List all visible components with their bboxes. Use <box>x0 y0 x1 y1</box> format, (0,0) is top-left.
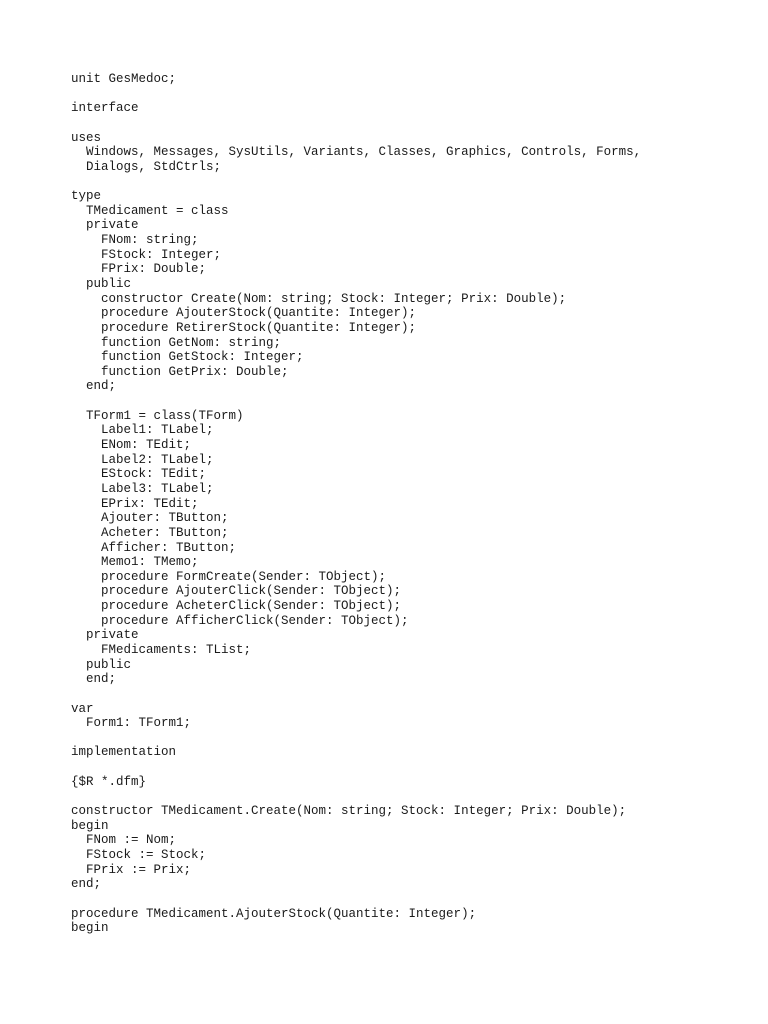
code-line: begin <box>71 818 109 833</box>
code-line: uses <box>71 130 102 145</box>
code-line: Afficher: TButton; <box>71 540 237 555</box>
code-line: TForm1 = class(TForm) <box>71 408 244 423</box>
code-line: procedure AjouterStock(Quantite: Integer); <box>71 306 417 321</box>
code-line: begin <box>71 921 109 936</box>
code-line: FNom: string; <box>71 233 199 248</box>
code-line: end; <box>71 877 102 892</box>
code-line: implementation <box>71 745 177 760</box>
code-line: Ajouter: TButton; <box>71 511 229 526</box>
code-line: function GetStock: Integer; <box>71 350 304 365</box>
code-line <box>71 731 751 746</box>
code-line: FStock := Stock; <box>71 847 207 862</box>
code-line: constructor Create(Nom: string; Stock: Integer; Prix: Double); <box>71 291 567 306</box>
code-line <box>71 174 751 189</box>
code-line: Dialogs, StdCtrls; <box>71 159 222 174</box>
code-line: FPrix: Double; <box>71 262 207 277</box>
code-line: FPrix := Prix; <box>71 862 192 877</box>
code-line: public <box>71 657 132 672</box>
code-line: TMedicament = class <box>71 203 229 218</box>
code-line <box>71 116 751 131</box>
code-line: FNom := Nom; <box>71 833 177 848</box>
code-line: unit GesMedoc; <box>71 72 177 86</box>
code-line: EPrix: TEdit; <box>71 496 199 511</box>
code-line: EStock: TEdit; <box>71 467 207 482</box>
code-line: procedure TMedicament.AjouterStock(Quantite: Integer); <box>71 906 477 921</box>
code-line: Windows, Messages, SysUtils, Variants, Classes, Graphics, Controls, Forms, <box>71 145 642 160</box>
code-line: procedure AjouterClick(Sender: TObject); <box>71 584 402 599</box>
code-line <box>71 892 751 907</box>
code-line: Label3: TLabel; <box>71 481 214 496</box>
code-line: type <box>71 189 102 204</box>
code-line: end; <box>71 379 117 394</box>
code-line: public <box>71 276 132 291</box>
code-line: function GetPrix: Double; <box>71 364 289 379</box>
code-line: procedure AcheterClick(Sender: TObject); <box>71 599 402 614</box>
code-line: Memo1: TMemo; <box>71 555 199 570</box>
code-line: procedure AfficherClick(Sender: TObject); <box>71 613 409 628</box>
code-line <box>71 760 751 775</box>
code-line: Acheter: TButton; <box>71 525 229 540</box>
code-line: Label2: TLabel; <box>71 452 214 467</box>
code-line: function GetNom: string; <box>71 335 282 350</box>
code-line <box>71 789 751 804</box>
code-line: FMedicaments: TList; <box>71 642 252 657</box>
code-line: Form1: TForm1; <box>71 716 192 731</box>
code-line: interface <box>71 101 139 116</box>
code-line <box>71 394 751 409</box>
code-line: FStock: Integer; <box>71 247 222 262</box>
code-line: constructor TMedicament.Create(Nom: string; Stock: Integer; Prix: Double); <box>71 804 627 819</box>
code-line <box>71 87 751 102</box>
code-line: private <box>71 628 139 643</box>
code-listing <box>71 72 751 936</box>
code-line: procedure FormCreate(Sender: TObject); <box>71 569 387 584</box>
code-line: Label1: TLabel; <box>71 423 214 438</box>
code-line: private <box>71 218 139 233</box>
code-line: {$R *.dfm} <box>71 774 147 789</box>
code-line: end; <box>71 672 117 687</box>
code-line <box>71 687 751 702</box>
code-line: var <box>71 701 94 716</box>
code-line: ENom: TEdit; <box>71 438 192 453</box>
code-line: procedure RetirerStock(Quantite: Integer); <box>71 320 417 335</box>
